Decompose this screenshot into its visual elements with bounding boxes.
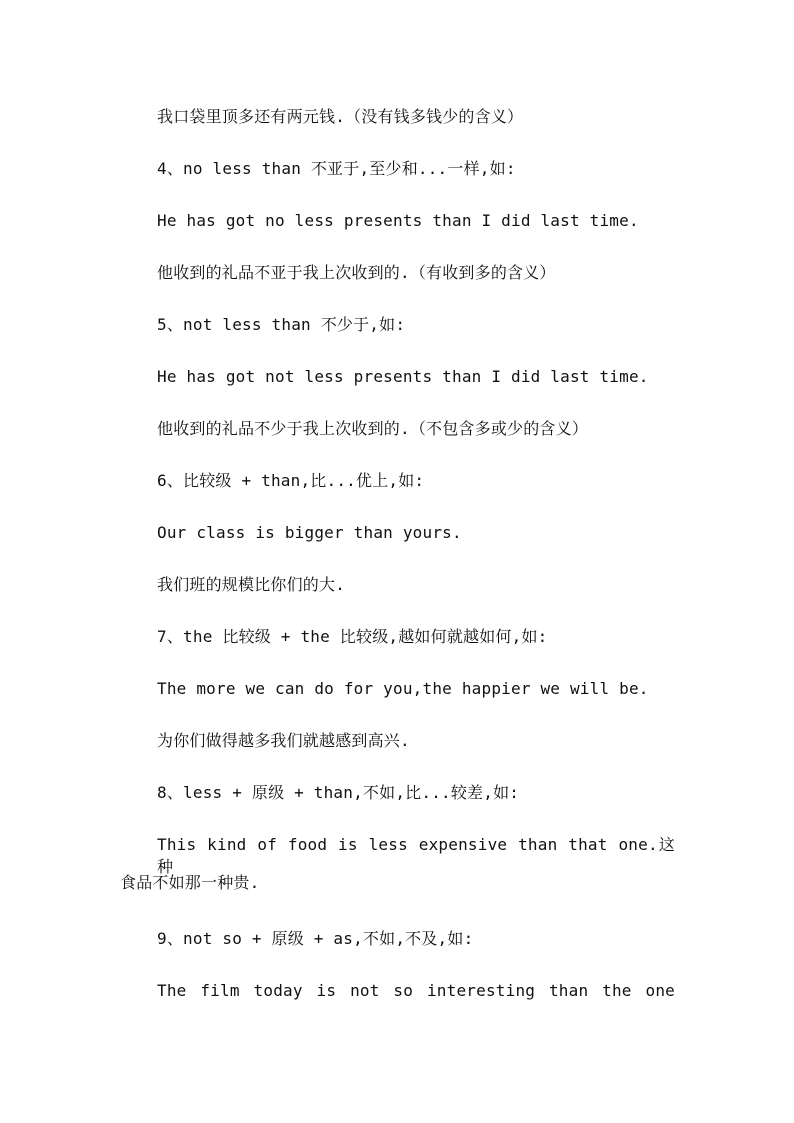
example-translation: 他收到的礼品不少于我上次收到的.（不包含多或少的含义） bbox=[157, 419, 589, 438]
example-sentence: Our class is bigger than yours. bbox=[157, 523, 462, 542]
list-item-heading: 4、no less than 不亚于,至少和...一样,如: bbox=[157, 159, 516, 178]
example-translation: 他收到的礼品不亚于我上次收到的.（有收到多的含义） bbox=[157, 263, 556, 282]
example-sentence: He has got not less presents than I did last time. bbox=[157, 367, 649, 386]
text-line: 我口袋里顶多还有两元钱.（没有钱多钱少的含义） bbox=[157, 107, 524, 126]
example-sentence: This kind of food is less expensive than that one.这种 bbox=[157, 835, 675, 876]
example-translation: 我们班的规模比你们的大. bbox=[157, 575, 346, 594]
example-sentence: The more we can do for you,the happier we will be. bbox=[157, 679, 649, 698]
list-item-heading: 5、not less than 不少于,如: bbox=[157, 315, 406, 334]
example-translation: 为你们做得越多我们就越感到高兴. bbox=[157, 731, 410, 750]
list-item-heading: 7、the 比较级 + the 比较级,越如何就越如何,如: bbox=[157, 627, 548, 646]
example-sentence-continuation: 食品不如那一种贵. bbox=[120, 873, 260, 892]
list-item-heading: 6、比较级 + than,比...优上,如: bbox=[157, 471, 425, 490]
example-sentence: He has got no less presents than I did last time. bbox=[157, 211, 639, 230]
list-item-heading: 9、not so + 原级 + as,不如,不及,如: bbox=[157, 929, 474, 948]
list-item-heading: 8、less + 原级 + than,不如,比...较差,如: bbox=[157, 783, 520, 802]
example-sentence: The film today is not so interesting than the one bbox=[157, 981, 675, 1000]
